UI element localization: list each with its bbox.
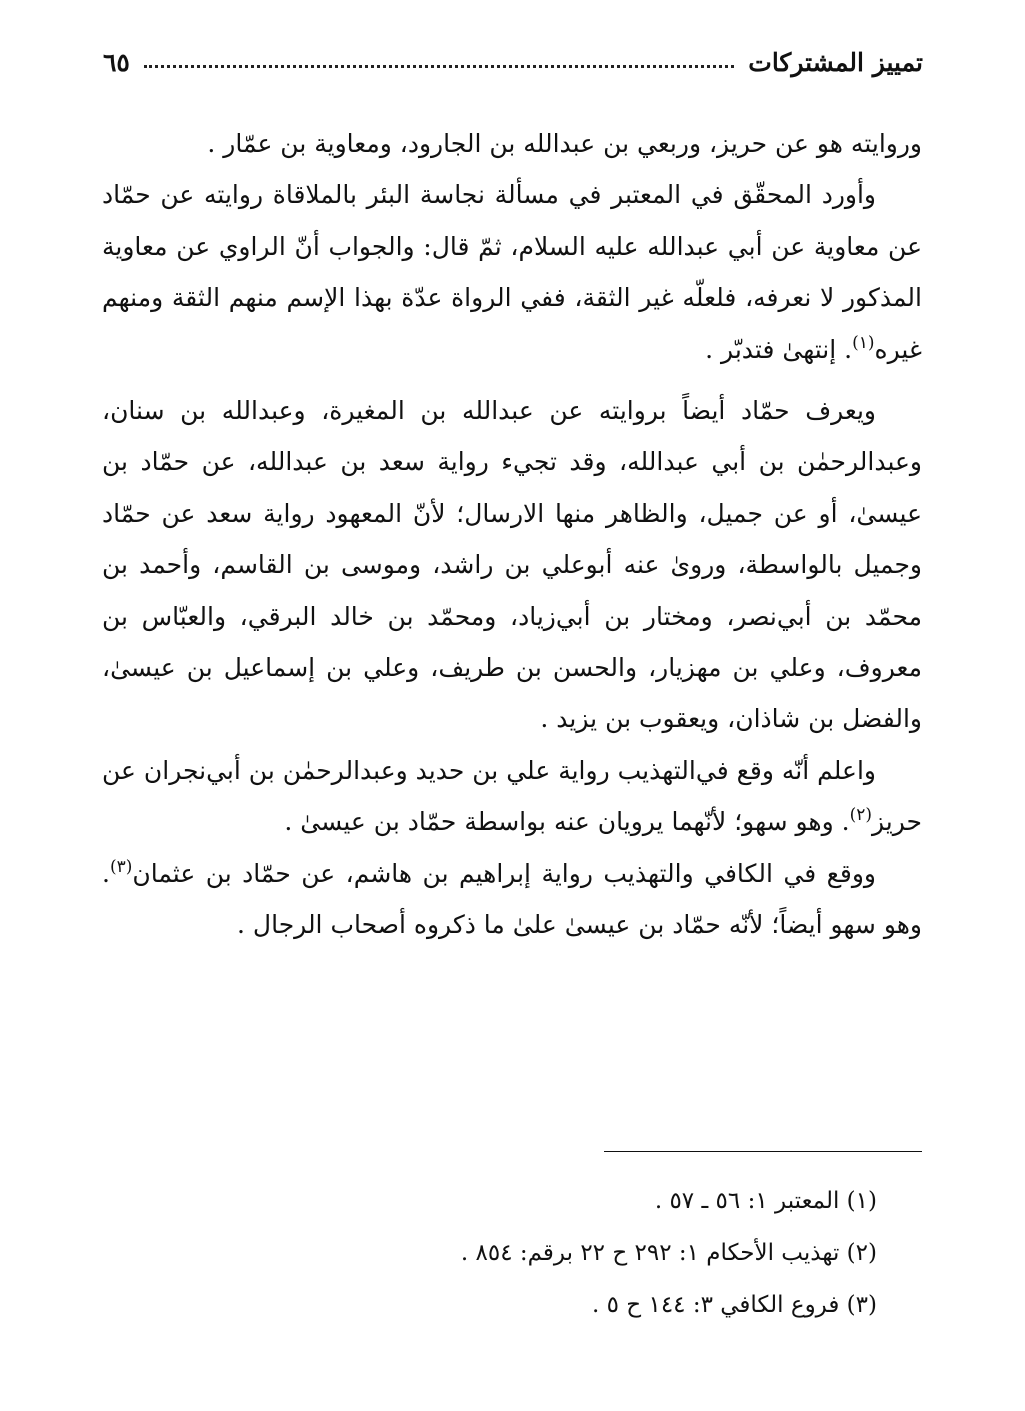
paragraph-text: . وهو سهو؛ لأنّهما يرويان عنه بواسطة حمّاد بن عيسىٰ . [284,807,850,837]
paragraph-text: . إنتهىٰ فتدبّر . [705,334,853,364]
footnote-3: (٣) فروع الكافي ٣: ١٤٤ ح ٥ . [592,1292,877,1318]
paragraph-text: واعلم أنّه وقع في‌التهذيب رواية علي بن حديد وعبدالرحمٰن بن أبي‌نجران عن حريز [102,755,922,837]
paragraph-text: ووقع في الكافي والتهذيب رواية إبراهيم بن هاشم، عن حمّاد بن عثمان [132,858,876,888]
paragraph-1 [102,118,922,169]
paragraph-4 [102,745,922,848]
footnote-ref-2[interactable]: (٢) [849,805,872,826]
paragraph-5 [102,848,922,951]
header-title: تمييز المشتركات [748,47,923,77]
footnote-ref-3[interactable]: (٣) [109,856,133,877]
paragraph-2 [102,169,922,375]
main-text [102,118,922,951]
page-number: ٦٥ [103,47,130,77]
paragraph-3 [102,385,922,745]
footnote-1: (١) المعتبر ١: ٥٦ ـ ٥٧ . [654,1188,877,1214]
paragraph-text: . وهو سهو أيضاً؛ لأنّه حمّاد بن عيسىٰ علىٰ ما ذكروه أصحاب الرجال . [102,858,922,940]
running-header [103,40,923,84]
paragraph-text: وروايته هو عن حريز، وربعي بن عبدالله بن الجارود، ومعاوية بن عمّار . [207,129,922,158]
footnote-ref-1[interactable]: (١) [852,332,875,353]
paragraph-text: وأورد المحقّق في المعتبر في مسألة نجاسة البئر بالملاقاة روايته عن حمّاد عن معاوية عن أبي عبدالله عليه السلام، ثمّ قال: والجواب أنّ الراوي عن معاوية المذكور لا نعرفه، فلعلّه غير الثقة، ففي الرواة عدّة بهذا الإسم منهم الثقة ومنهم غيره [102,180,922,364]
footnotes [117,1175,877,1331]
paragraph-text: ويعرف حمّاد أيضاً بروايته عن عبدالله بن المغيرة، وعبدالله بن سنان، وعبدالرحمٰن بن أبي عبدالله، وقد تجيء رواية سعد بن عبدالله، عن حمّاد بن عيسىٰ، أو عن جميل، والظاهر منها الارسال؛ لأنّ المعهود رواية سعد عن حمّاد وجميل بالواسطة، وروىٰ عنه أبوعلي بن راشد، وموسى بن القاسم، وأحمد بن محمّد بن أبي‌نصر، ومختار بن أبي‌زياد، ومحمّد بن خالد البرقي، والعبّاس بن معروف، وعلي بن مهزيار، والحسن بن طريف، وعلي بن إسماعيل بن عيسىٰ، والفضل بن شاذان، ويعقوب بن يزيد . [102,396,922,734]
header-dot-leader [144,65,734,68]
footnote-2: (٢) تهذيب الأحكام ١: ٢٩٢ ح ٢٢ برقم: ٨٥٤ . [460,1240,877,1266]
footnote-separator [604,1151,922,1152]
